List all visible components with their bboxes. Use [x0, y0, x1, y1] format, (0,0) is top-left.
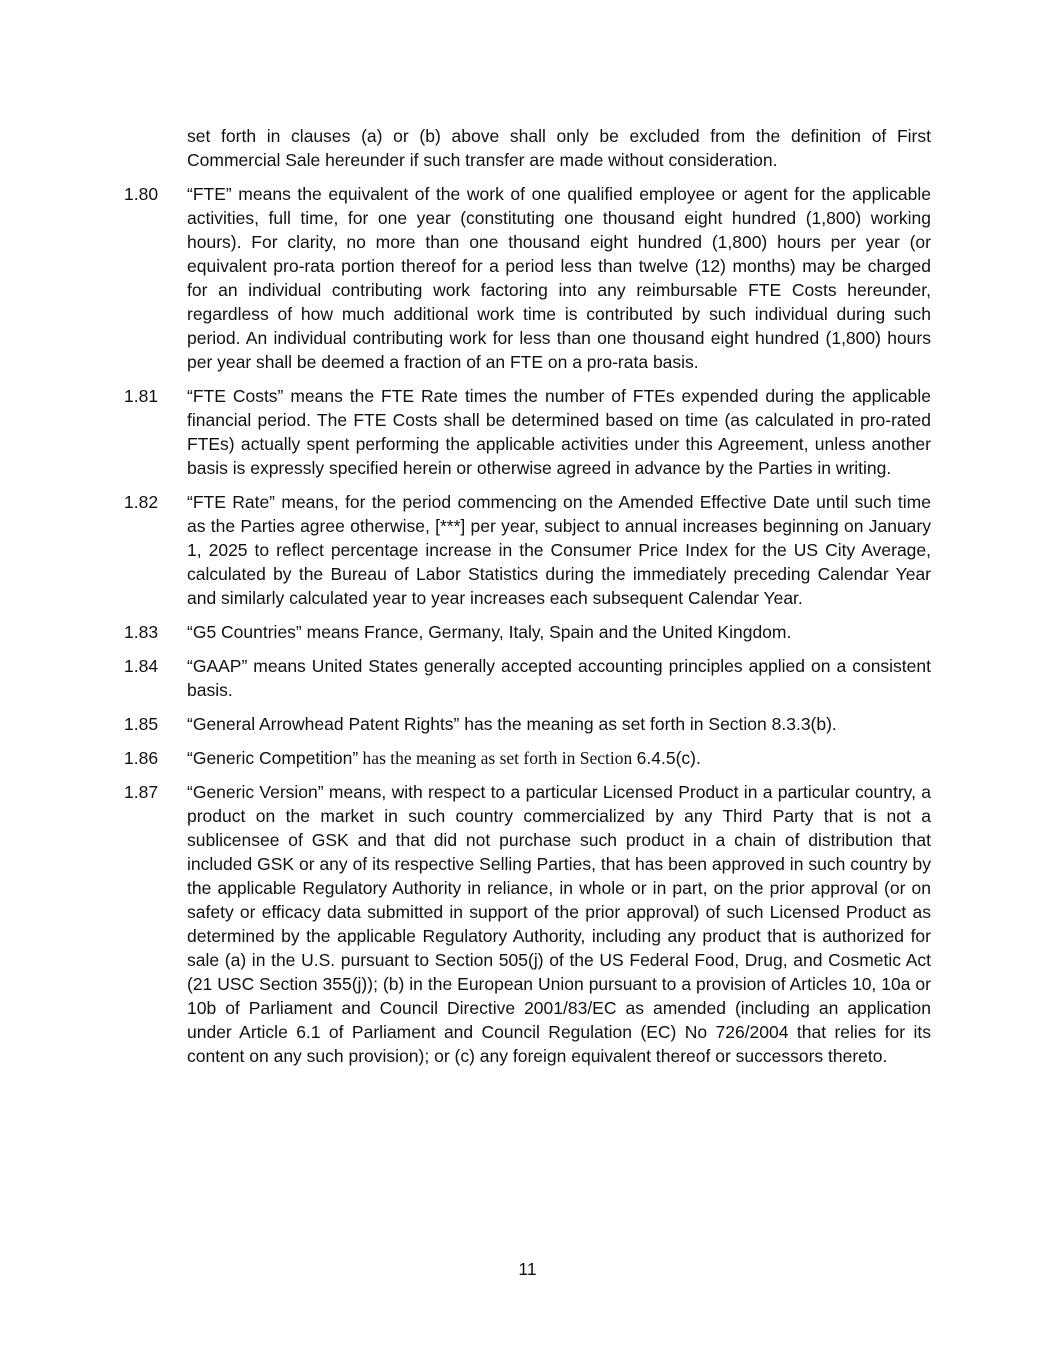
section-text: “FTE” means the equivalent of the work of one qualified employee or agent for the applicable activities, full time, for one year (constituting one thousand eight hundred (1,800) working hours). For clarity, no more than one thousand eight hundred (1,800) hours per year (or equivalent pro-rata portion thereof for a period less than twelve (12) months) may be charged for an individual contributing work factoring into any reimbursable FTE Costs hereunder, regardless of how much additional work time is contributed by such individual during such period. An individual contributing work for less than one thousand eight hundred (1,800) hours per year shall be deemed a fraction of an FTE on a pro-rata basis.	[187, 184, 931, 372]
section-text: “Generic Version” means, with respect to a particular Licensed Product in a particular country, a product on the market in such country commercialized by any Third Party that is not a sublicensee of GSK and that did not purchase such product in a chain of distribution that included GSK or any of its respective Selling Parties, that has been approved in such country by the applicable Regulatory Authority in reliance, in whole or in part, on the prior approval (or on safety or efficacy data submitted in support of the prior approval) of such Licensed Product as determined by the applicable Regulatory Authority, including any product that is authorized for sale (a) in the U.S. pursuant to Section 505(j) of the US Federal Food, Drug, and Cosmetic Act (21 USC Section 355(j)); (b) in the European Union pursuant to a provision of Articles 10, 10a or 10b of Parliament and Council Directive 2001/83/EC as amended (including an application under Article 6.1 of Parliament and Council Regulation (EC) No 726/2004 that relies for its content on any such provision); or (c) any foreign equivalent thereof or successors thereto.	[187, 782, 931, 1066]
section-number: 1.87	[124, 782, 159, 802]
section-text: “GAAP” means United States generally accepted accounting principles applied on a consistent basis.	[187, 656, 931, 700]
definition-1-86	[124, 746, 932, 770]
defined-term: “Generic Competition”	[187, 748, 359, 768]
section-text: “General Arrowhead Patent Rights” has the meaning as set forth in Section 8.3.3(b).	[187, 714, 837, 734]
definition-phrase: has the meaning as set forth in Section	[358, 748, 637, 768]
section-text	[187, 746, 931, 770]
section-text: “FTE Rate” means, for the period commencing on the Amended Effective Date until such time as the Parties agree otherwise, [***] per year, subject to annual increases beginning on January 1, 2025 to reflect percentage increase in the Consumer Price Index for the US City Average, calculated by the Bureau of Labor Statistics during the immediately preceding Calendar Year and similarly calculated year to year increases each subsequent Calendar Year.	[187, 492, 931, 608]
section-number: 1.81	[124, 386, 159, 406]
definition-1-83	[124, 620, 932, 644]
definition-1-87	[124, 780, 932, 1068]
definition-1-80	[124, 182, 932, 374]
section-number: 1.82	[124, 492, 159, 512]
section-text: “FTE Costs” means the FTE Rate times the number of FTEs expended during the applicable financial period. The FTE Costs shall be determined based on time (as calculated in pro-rated FTEs) actually spent performing the applicable activities under this Agreement, unless another basis is expressly specified herein or otherwise agreed in advance by the Parties in writing.	[187, 386, 931, 478]
section-number: 1.85	[124, 714, 159, 734]
section-number: 1.83	[124, 622, 159, 642]
definition-1-84	[124, 654, 932, 702]
section-number: 1.84	[124, 656, 159, 676]
definition-1-85	[124, 712, 932, 736]
definition-1-81	[124, 384, 932, 480]
section-text: “G5 Countries” means France, Germany, Italy, Spain and the United Kingdom.	[187, 622, 792, 642]
section-number: 1.80	[124, 184, 159, 204]
section-number: 1.86	[124, 748, 159, 768]
definition-1-82	[124, 490, 932, 610]
section-reference: 6.4.5(c).	[636, 748, 701, 768]
document-body	[124, 124, 932, 1078]
page-number: 11	[518, 1259, 537, 1279]
continuation-paragraph: set forth in clauses (a) or (b) above shall only be excluded from the definition of First Commercial Sale hereunder if such transfer are made without consideration.	[187, 126, 931, 170]
